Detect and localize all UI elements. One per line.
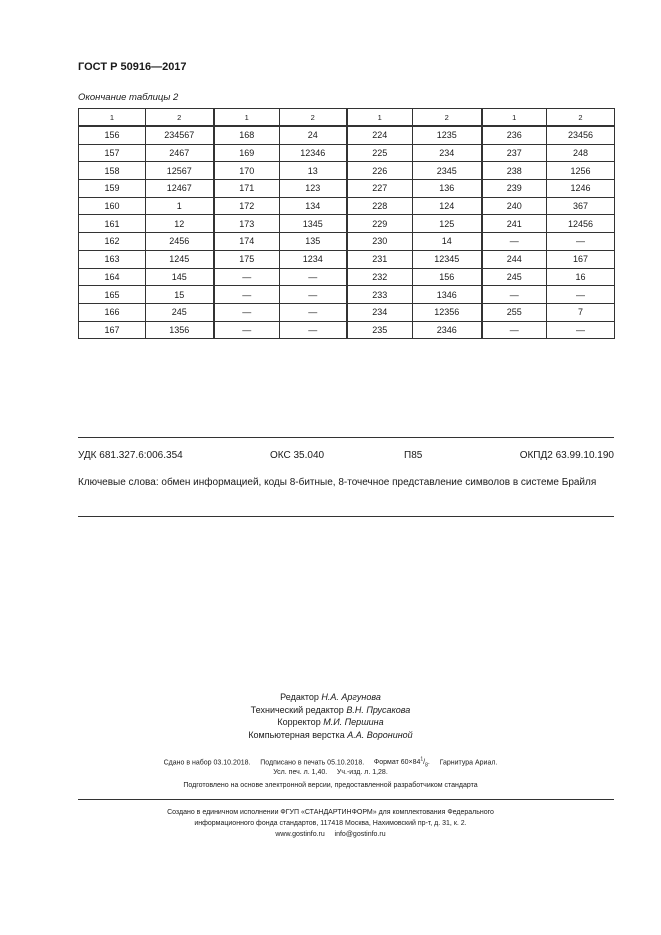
table-cell: 1345: [280, 215, 347, 233]
table-cell: 241: [482, 215, 547, 233]
table-cell: 12356: [413, 303, 482, 321]
table-cell: —: [280, 321, 347, 339]
table-cell: 168: [214, 126, 280, 144]
credit-corrector: Корректор М.И. Першина: [277, 717, 384, 727]
table-cell: 1234: [280, 250, 347, 268]
table-cell: 244: [482, 250, 547, 268]
divider-top: [78, 437, 614, 438]
imprint-set: Сдано в набор 03.10.2018.: [163, 759, 251, 767]
table-cell: 173: [214, 215, 280, 233]
table-cell: 24: [280, 126, 347, 144]
table-cell: —: [214, 303, 280, 321]
table-row: [79, 303, 615, 321]
table-cell: 229: [347, 215, 413, 233]
codes-table: [78, 108, 615, 339]
table-cell: —: [214, 286, 280, 304]
column-header: 2: [280, 109, 347, 127]
column-header: 1: [79, 109, 146, 127]
table-cell: 164: [79, 268, 146, 286]
table-caption: Окончание таблицы 2: [78, 92, 179, 103]
table-cell: 237: [482, 144, 547, 162]
table-cell: 238: [482, 162, 547, 180]
publisher-line-2: информационного фонда стандартов, 117418 Москва, Нахимовский пр-т, д. 31, к. 2.: [194, 820, 467, 827]
table-cell: 165: [79, 286, 146, 304]
table-cell: 23456: [547, 126, 615, 144]
table-row: [79, 126, 615, 144]
table-cell: 1235: [413, 126, 482, 144]
table-cell: 227: [347, 180, 413, 198]
table-cell: 224: [347, 126, 413, 144]
table-cell: 240: [482, 197, 547, 215]
table-cell: 245: [146, 303, 214, 321]
publisher-contacts: [0, 831, 661, 838]
table-cell: 12567: [146, 162, 214, 180]
imprint-signed: Подписано в печать 05.10.2018.: [260, 759, 365, 767]
table-cell: 2467: [146, 144, 214, 162]
divider-middle: [78, 516, 614, 517]
table-row: [79, 197, 615, 215]
table-cell: 12346: [280, 144, 347, 162]
column-header: 1: [482, 109, 547, 127]
table-cell: 135: [280, 233, 347, 251]
table-cell: 255: [482, 303, 547, 321]
table-row: [79, 162, 615, 180]
table-cell: 124: [413, 197, 482, 215]
table-cell: 225: [347, 144, 413, 162]
table-cell: —: [547, 321, 615, 339]
imprint-pub-sheets: Уч.-изд. л. 1,28.: [336, 769, 388, 776]
imprint-typeface: Гарнитура Ариал.: [439, 759, 498, 767]
table-cell: 230: [347, 233, 413, 251]
table-cell: 226: [347, 162, 413, 180]
credits: [0, 691, 661, 741]
table-cell: 231: [347, 250, 413, 268]
table-cell: 1356: [146, 321, 214, 339]
table-row: [79, 321, 615, 339]
table-cell: —: [280, 286, 347, 304]
table-cell: —: [214, 321, 280, 339]
table-cell: 136: [413, 180, 482, 198]
table-row: [79, 180, 615, 198]
imprint-format: Формат $60\times 84^1/_8$.: [373, 757, 430, 769]
publisher-line-1: Создано в единичном исполнении ФГУП «СТАНДАРТИНФОРМ» для комплектования Федерального: [167, 809, 494, 816]
table-cell: 172: [214, 197, 280, 215]
table-cell: —: [214, 268, 280, 286]
table-cell: —: [482, 286, 547, 304]
table-cell: 1245: [146, 250, 214, 268]
table-cell: 12345: [413, 250, 482, 268]
table-cell: 12456: [547, 215, 615, 233]
table-row: [79, 215, 615, 233]
table-cell: 1346: [413, 286, 482, 304]
table-cell: 171: [214, 180, 280, 198]
table-cell: 134: [280, 197, 347, 215]
column-header: 2: [146, 109, 214, 127]
table-cell: 1256: [547, 162, 615, 180]
table-cell: 145: [146, 268, 214, 286]
imprint-line-2: [0, 769, 661, 776]
table-row: [79, 233, 615, 251]
table-cell: 156: [413, 268, 482, 286]
oks-code: ОКС 35.040: [270, 450, 325, 461]
table-cell: 14: [413, 233, 482, 251]
table-cell: 170: [214, 162, 280, 180]
table-cell: 2456: [146, 233, 214, 251]
table-cell: 162: [79, 233, 146, 251]
table-cell: 15: [146, 286, 214, 304]
table-header-row: [79, 109, 615, 127]
table-cell: 167: [79, 321, 146, 339]
table-cell: —: [547, 286, 615, 304]
column-header: 2: [547, 109, 615, 127]
divider-bottom: [78, 799, 614, 800]
table-cell: 163: [79, 250, 146, 268]
table-cell: 1: [146, 197, 214, 215]
table-cell: —: [547, 233, 615, 251]
table-cell: 169: [214, 144, 280, 162]
table-cell: 367: [547, 197, 615, 215]
table-cell: 239: [482, 180, 547, 198]
table-cell: 123: [280, 180, 347, 198]
table-cell: —: [482, 321, 547, 339]
table-cell: —: [280, 303, 347, 321]
table-cell: 161: [79, 215, 146, 233]
table-cell: 157: [79, 144, 146, 162]
table-cell: 2345: [413, 162, 482, 180]
credit-tech-editor: Технический редактор В.Н. Прусакова: [250, 704, 411, 715]
table-cell: 234: [413, 144, 482, 162]
table-cell: 234567: [146, 126, 214, 144]
table-cell: 248: [547, 144, 615, 162]
table-cell: 166: [79, 303, 146, 321]
table-cell: 174: [214, 233, 280, 251]
table-cell: 12: [146, 215, 214, 233]
table-cell: 167: [547, 250, 615, 268]
table-cell: 12467: [146, 180, 214, 198]
publisher-website[interactable]: www.gostinfo.ru: [275, 831, 325, 838]
table-cell: 16: [547, 268, 615, 286]
table-cell: 235: [347, 321, 413, 339]
table-cell: 7: [547, 303, 615, 321]
table-cell: 160: [79, 197, 146, 215]
table-cell: 159: [79, 180, 146, 198]
table-cell: —: [482, 233, 547, 251]
p-code: П85: [404, 450, 423, 461]
table-cell: 156: [79, 126, 146, 144]
column-header: 1: [347, 109, 413, 127]
table-row: [79, 144, 615, 162]
table-cell: 232: [347, 268, 413, 286]
table-cell: 125: [413, 215, 482, 233]
page-title: ГОСТ Р 50916—2017: [78, 61, 187, 73]
table-cell: 158: [79, 162, 146, 180]
table-cell: 2346: [413, 321, 482, 339]
udk-code: УДК 681.327.6:006.354: [78, 450, 183, 461]
table-cell: 236: [482, 126, 547, 144]
imprint-prepared: Подготовлено на основе электронной версии, предоставленной разработчиком стандарта: [183, 782, 478, 789]
table-cell: 1246: [547, 180, 615, 198]
table-cell: 234: [347, 303, 413, 321]
imprint-line-1: [0, 757, 661, 769]
table-cell: —: [280, 268, 347, 286]
table-cell: 175: [214, 250, 280, 268]
table-cell: 13: [280, 162, 347, 180]
table-row: [79, 250, 615, 268]
column-header: 2: [413, 109, 482, 127]
table-cell: 233: [347, 286, 413, 304]
column-header: 1: [214, 109, 280, 127]
okpd-code: ОКПД2 63.99.10.190: [519, 450, 614, 461]
credit-layout: Компьютерная верстка А.А. Ворониной: [248, 729, 413, 740]
keywords: Ключевые слова: обмен информацией, коды 8-битные, 8-точечное представление символов в системе Брайля: [78, 477, 597, 488]
publisher-email[interactable]: info@gostinfo.ru: [334, 831, 386, 838]
table-cell: 245: [482, 268, 547, 286]
credit-editor: Редактор Н.А. Аргунова: [280, 692, 381, 702]
table-row: [79, 268, 615, 286]
table-row: [79, 286, 615, 304]
imprint-sheets: Усл. печ. л. 1,40.: [273, 769, 328, 776]
table-cell: 228: [347, 197, 413, 215]
